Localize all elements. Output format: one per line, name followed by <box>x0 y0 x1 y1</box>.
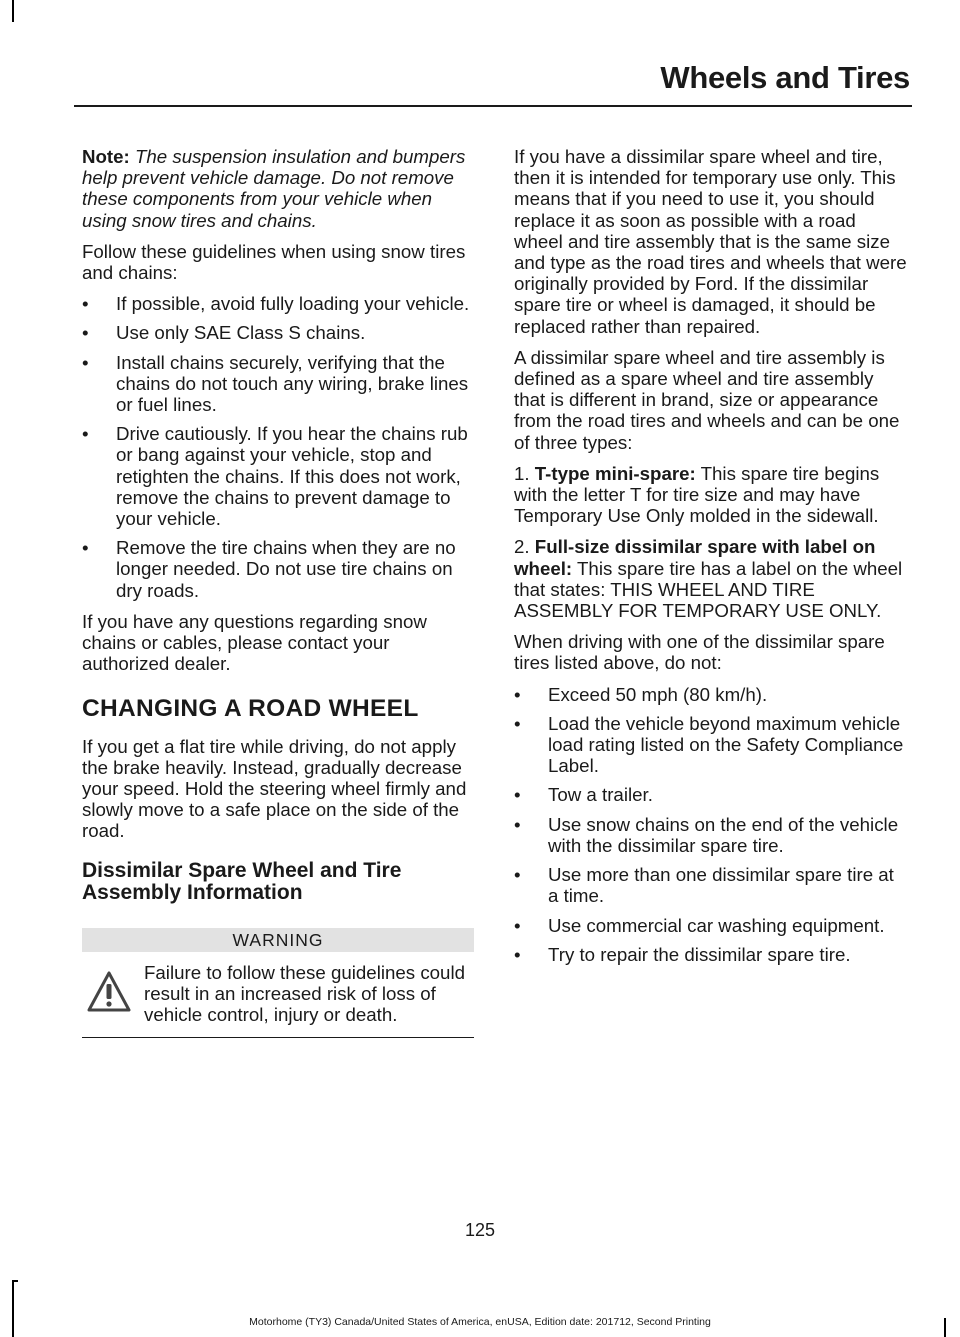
spare-type-2 <box>514 536 908 621</box>
crop-mark <box>12 0 14 22</box>
warning-box <box>82 928 474 1039</box>
driving-intro: When driving with one of the dissimilar spare tires listed above, do not: <box>514 631 885 674</box>
type-number: 2. <box>514 536 530 558</box>
list-item: • Use more than one dissimilar spare tire at a time. <box>514 864 908 906</box>
definition-paragraph: A dissimilar spare wheel and tire assembly is defined as a spare wheel and tire assembly that is different in brand, size or appearance from the road tires and wheels and can be one of three types: <box>514 346 900 453</box>
list-item: • Load the vehicle beyond maximum vehicle load rating listed on the Safety Compliance Label. <box>514 713 908 777</box>
page-title: Wheels and Tires <box>660 60 910 95</box>
flat-tire-paragraph: If you get a flat tire while driving, do not apply the brake heavily. Instead, gradually decrease your speed. Hold the steering wheel firmly and slowly move to a safe place on the side of the road. <box>82 735 467 842</box>
list-item: • Tow a trailer. <box>514 784 908 805</box>
list-item: • Exceed 50 mph (80 km/h). <box>514 684 908 705</box>
section-heading: CHANGING A ROAD WHEEL <box>82 695 419 723</box>
chains-intro: Follow these guidelines when using snow tires and chains: <box>82 240 466 284</box>
type-text: This spare tire begins with the letter T for tire size and may have Temporary Use Only molded in the sidewall. <box>514 462 880 527</box>
questions-paragraph: If you have any questions regarding snow chains or cables, please contact your authorized dealer. <box>82 610 427 675</box>
do-not-list <box>514 684 908 965</box>
right-column <box>514 146 908 975</box>
type-label: T-type mini-spare: <box>534 462 696 484</box>
note-text: The suspension insulation and bumpers help prevent vehicle damage. Do not remove these components from your vehicle when using snow tires and chains. <box>82 146 466 231</box>
chains-guidelines-list <box>82 293 474 601</box>
crop-mark <box>12 1280 14 1337</box>
list-item: • Use only SAE Class S chains. <box>82 322 474 343</box>
warning-label: WARNING <box>82 928 474 952</box>
subheading: Dissimilar Spare Wheel and Tire Assembly Information <box>82 858 402 904</box>
left-column <box>82 146 474 1038</box>
temporary-use-paragraph: If you have a dissimilar spare wheel and tire, then it is intended for temporary use only. This means that if you need to use it, you should replace it as soon as possible with a road wheel and tire assembly that is the same size and type as the road tires and wheels that were originally provided by Ford. If the dissimilar spare tire or wheel is damaged, it should be replaced rather than repaired. <box>514 146 907 337</box>
crop-mark <box>12 1280 18 1282</box>
list-item: • Install chains securely, verifying that the chains do not touch any wiring, brake lines or fuel lines. <box>82 352 474 416</box>
list-item: • Use commercial car washing equipment. <box>514 915 908 936</box>
list-item: • Use snow chains on the end of the vehicle with the dissimilar spare tire. <box>514 814 908 856</box>
type-number: 1. <box>514 462 530 484</box>
note-label: Note: <box>82 146 130 167</box>
edition-info: Motorhome (TY3) Canada/United States of America, enUSA, Edition date: 201712, Second Printing <box>249 1316 711 1328</box>
list-item: • Drive cautiously. If you hear the chains rub or bang against your vehicle, stop and retighten the chains. If this does not work, remove the chains to prevent damage to your vehicle. <box>82 423 474 529</box>
warning-body <box>82 962 474 1039</box>
warning-triangle-icon <box>86 970 132 1014</box>
note <box>82 146 474 231</box>
type-text: This spare tire has a label on the wheel that states: THIS WHEEL AND TIRE ASSEMBLY FOR TEMPORARY USE ONLY. <box>514 557 903 622</box>
warning-text: Failure to follow these guidelines could result in an increased risk of loss of vehicle control, injury or death. <box>144 961 465 1026</box>
type-label: Full-size dissimilar spare with label on wheel: <box>514 536 876 579</box>
list-item: • Remove the tire chains when they are no longer needed. Do not use tire chains on dry roads. <box>82 537 474 601</box>
page-number: 125 <box>464 1220 496 1240</box>
list-item: • Try to repair the dissimilar spare tire. <box>514 944 908 965</box>
header-rule <box>74 105 912 107</box>
list-item: • If possible, avoid fully loading your vehicle. <box>82 293 474 314</box>
spare-type-1 <box>514 463 908 527</box>
